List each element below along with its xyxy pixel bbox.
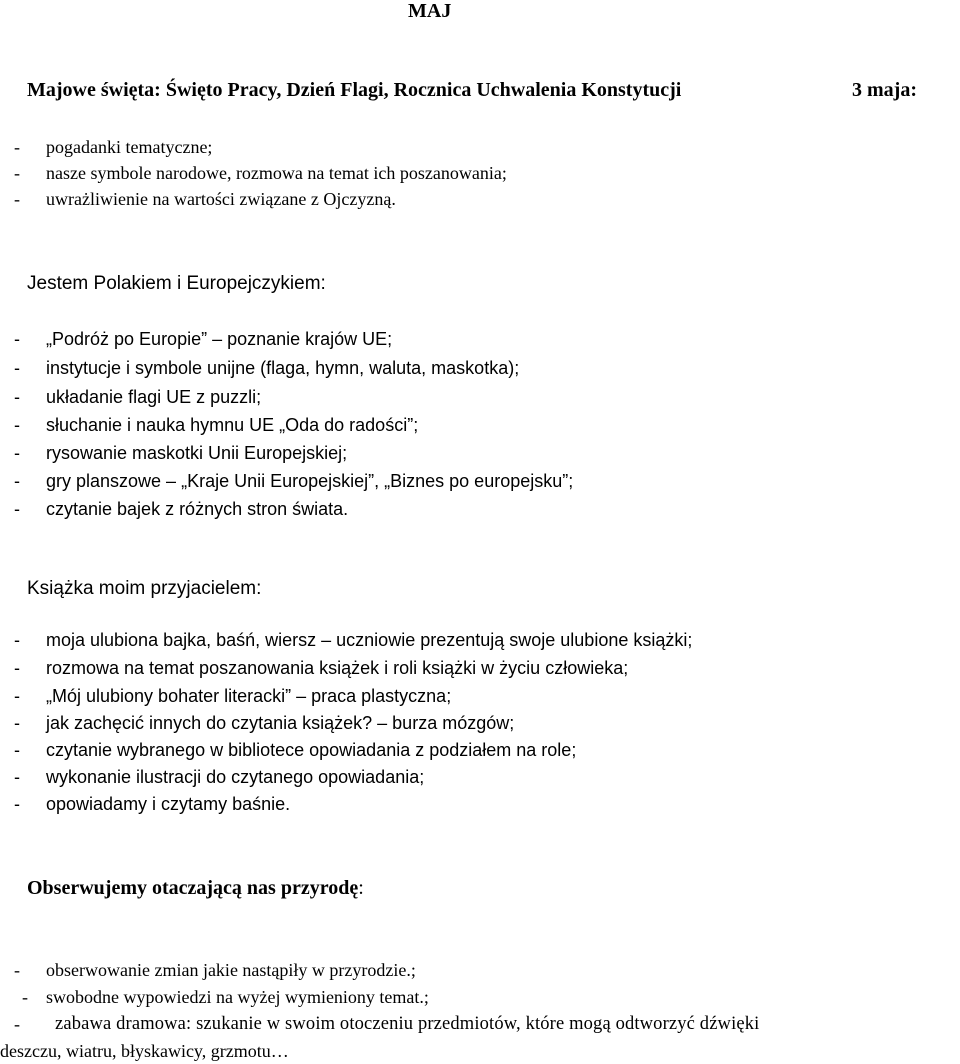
- list-bullet: -: [14, 630, 20, 650]
- list-item: uwrażliwienie na wartości związane z Ojczyzną.: [46, 189, 396, 209]
- list-bullet: -: [14, 358, 20, 378]
- section-heading-nature-text: Obserwujemy otaczającą nas przyrodę: [27, 877, 359, 899]
- list-bullet: -: [14, 1014, 20, 1034]
- list-bullet: -: [22, 987, 28, 1007]
- list-bullet: -: [14, 740, 20, 760]
- list-item: obserwowanie zmian jakie nastąpiły w przyrodzie.;: [46, 960, 416, 980]
- list-item: „Mój ulubiony bohater literacki” – praca plastyczna;: [46, 686, 452, 706]
- list-bullet: -: [14, 189, 20, 209]
- list-item: pogadanki tematyczne;: [46, 137, 213, 157]
- list-item: czytanie bajek z różnych stron świata.: [46, 499, 349, 519]
- list-bullet: -: [14, 658, 20, 678]
- list-item: wykonanie ilustracji do czytanego opowiadania;: [46, 767, 425, 787]
- list-bullet: -: [14, 767, 20, 787]
- page-title: MAJ: [408, 0, 452, 22]
- section-heading-holidays-end: 3 maja:: [852, 79, 917, 101]
- list-item: zabawa dramowa: szukanie w swoim otoczeniu przedmiotów, które mogą odtworzyć dźwięki: [55, 1014, 760, 1034]
- section-heading-nature: [27, 875, 364, 901]
- list-bullet: -: [14, 686, 20, 706]
- list-item: „Podróż po Europie” – poznanie krajów UE;: [46, 329, 393, 349]
- list-item: instytucje i symbole unijne (flaga, hymn, waluta, maskotka);: [46, 358, 520, 378]
- list-bullet: -: [14, 960, 20, 980]
- section-heading-books: Książka moim przyjacielem:: [27, 578, 262, 599]
- list-bullet: -: [14, 443, 20, 463]
- list-bullet: -: [14, 415, 20, 435]
- list-bullet: -: [14, 163, 20, 183]
- list-item: układanie flagi UE z puzzli;: [46, 387, 262, 407]
- list-bullet: -: [14, 794, 20, 814]
- list-item: czytanie wybranego w bibliotece opowiadania z podziałem na role;: [46, 740, 577, 760]
- list-item-continuation: deszczu, wiatru, błyskawicy, grzmotu…: [0, 1041, 289, 1061]
- section-heading-nature-colon: :: [358, 877, 364, 899]
- list-item: swobodne wypowiedzi na wyżej wymieniony temat.;: [46, 987, 429, 1007]
- list-item: rozmowa na temat poszanowania książek i roli książki w życiu człowieka;: [46, 658, 629, 678]
- list-item: moja ulubiona bajka, baśń, wiersz – uczniowie prezentują swoje ulubione książki;: [46, 630, 693, 650]
- list-item: jak zachęcić innych do czytania książek? – burza mózgów;: [46, 713, 515, 733]
- section-heading-europe: Jestem Polakiem i Europejczykiem:: [27, 273, 326, 294]
- list-item: słuchanie i nauka hymnu UE „Oda do radości”;: [46, 415, 419, 435]
- list-bullet: -: [14, 471, 20, 491]
- list-bullet: -: [14, 137, 20, 157]
- list-item: nasze symbole narodowe, rozmowa na temat ich poszanowania;: [46, 163, 507, 183]
- list-item: gry planszowe – „Kraje Unii Europejskiej”, „Biznes po europejsku”;: [46, 471, 574, 491]
- list-bullet: -: [14, 387, 20, 407]
- list-bullet: -: [14, 329, 20, 349]
- section-heading-holidays: Majowe święta: Święto Pracy, Dzień Flagi, Rocznica Uchwalenia Konstytucji: [27, 79, 682, 101]
- list-bullet: -: [14, 713, 20, 733]
- list-item: rysowanie maskotki Unii Europejskiej;: [46, 443, 348, 463]
- list-bullet: -: [14, 499, 20, 519]
- list-item: opowiadamy i czytamy baśnie.: [46, 794, 291, 814]
